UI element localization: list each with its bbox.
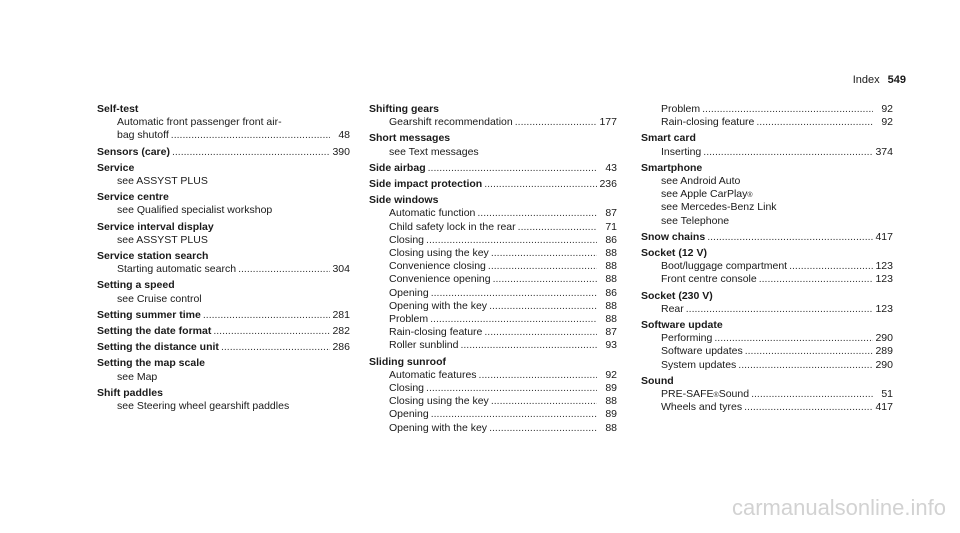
page-reference[interactable]: 87: [605, 326, 617, 339]
index-subentry: [641, 345, 893, 358]
index-subentry: [369, 146, 617, 159]
index-subentry: [369, 408, 617, 421]
index-subentry: [369, 247, 617, 260]
index-entry: [97, 250, 350, 276]
index-heading: [641, 319, 893, 332]
index-subentry: [97, 234, 350, 247]
index-term: Service centre: [97, 191, 169, 204]
index-subentry: [97, 371, 350, 384]
subentry-text: Closing using the key: [389, 247, 489, 260]
page-reference[interactable]: 290: [875, 332, 893, 345]
index-subentry: [369, 116, 617, 129]
index-heading: [369, 356, 617, 369]
index-heading: [97, 387, 350, 400]
page-reference[interactable]: 48: [338, 129, 350, 142]
index-subentry: [641, 201, 893, 214]
index-term: Service station search: [97, 250, 209, 263]
index-heading: [369, 178, 617, 191]
page-reference[interactable]: 123: [875, 273, 893, 286]
subentry-text: see Mercedes-Benz Link: [661, 201, 777, 214]
dot-leader: [221, 341, 330, 354]
index-heading: [97, 191, 350, 204]
index-entry: [641, 162, 893, 228]
subentry-text-tail: Sound: [718, 388, 750, 401]
index-entry: [97, 325, 350, 338]
index-subentry: [97, 175, 350, 188]
index-term: Sliding sunroof: [369, 355, 446, 368]
page-reference[interactable]: 89: [605, 408, 617, 421]
index-heading: [97, 309, 350, 322]
subentry-text: Front centre console: [661, 273, 757, 286]
subentry-text: see Android Auto: [661, 175, 741, 188]
index-subentry: [641, 332, 893, 345]
dot-leader: [491, 395, 597, 408]
page-reference[interactable]: 417: [875, 401, 893, 414]
index-entry: [641, 103, 893, 129]
subentry-text: Problem: [661, 103, 701, 115]
index-subentry: [369, 395, 617, 408]
index-entry: [97, 341, 350, 354]
index-subentry: [369, 313, 617, 326]
index-subentry: [641, 260, 893, 273]
index-term: Setting a speed: [97, 279, 175, 292]
index-term: Snow chains: [641, 230, 706, 243]
page-reference[interactable]: 43: [605, 161, 617, 174]
index-term: Socket (230 V): [641, 289, 713, 302]
index-entry: [641, 231, 893, 244]
subentry-text: Starting automatic search: [117, 263, 237, 276]
dot-leader: [484, 178, 597, 191]
page-reference[interactable]: 92: [605, 368, 617, 381]
watermark: carmanualsonline.info: [731, 495, 946, 520]
index-subentry: [641, 303, 893, 316]
dot-leader: [428, 162, 597, 175]
index-term: Side airbag: [369, 161, 426, 174]
index-term: Smart card: [641, 132, 696, 145]
page-reference[interactable]: 87: [605, 207, 617, 220]
dot-leader: [756, 116, 873, 129]
page-reference[interactable]: 177: [599, 116, 617, 129]
index-subentry: [641, 273, 893, 286]
index-entry: [369, 356, 617, 435]
index-subentry: [97, 293, 350, 306]
index-term: Software update: [641, 319, 723, 332]
index-subentry: PRE-SAFE ® Sound ..... 51: [641, 388, 893, 401]
index-entry: [369, 162, 617, 175]
index-subentry: [369, 287, 617, 300]
dot-leader: [702, 103, 873, 116]
subentry-text: Opening with the key: [389, 421, 488, 434]
index-entry: [369, 178, 617, 191]
page-reference[interactable]: 88: [605, 395, 617, 408]
index-term: Setting the distance unit: [97, 341, 219, 354]
subentry-text: see Text messages: [389, 145, 479, 158]
page-reference[interactable]: 92: [881, 103, 893, 115]
subentry-text: Automatic function: [389, 207, 476, 220]
index-entry: [641, 375, 893, 415]
index-entry: [97, 309, 350, 322]
subentry-text: Child safety lock in the rear: [389, 220, 516, 233]
index-subentry: [369, 339, 617, 352]
subentry-text: Closing: [389, 382, 425, 395]
subentry-text: Rear: [661, 302, 684, 315]
subentry-text: Performing: [661, 332, 713, 345]
index-subentry: [369, 326, 617, 339]
subentry-text: Convenience opening: [389, 273, 491, 286]
dot-leader: [744, 401, 873, 414]
page-reference[interactable]: 88: [605, 260, 617, 273]
subentry-text: PRE-SAFE: [661, 388, 714, 401]
index-heading: [97, 221, 350, 234]
index-term: Shift paddles: [97, 386, 163, 399]
dot-leader: [431, 287, 597, 300]
subentry-text: Boot/luggage compartment: [661, 260, 788, 273]
index-entry: [641, 132, 893, 158]
page-number: 549: [887, 74, 906, 86]
dot-leader: [491, 247, 597, 260]
index-subentry: [641, 215, 893, 228]
index-subentry: [97, 116, 350, 129]
index-heading: [369, 132, 617, 145]
subentry-text: Inserting: [661, 145, 702, 158]
subentry-text: Automatic front passenger front air-: [117, 116, 282, 129]
index-subentry: [369, 234, 617, 247]
index-term: Sound: [641, 374, 674, 387]
dot-leader: [759, 273, 873, 286]
index-subentry: [369, 260, 617, 273]
page-reference[interactable]: 86: [605, 233, 617, 246]
subentry-text: see ASSYST PLUS: [117, 175, 208, 188]
dot-leader: [426, 382, 597, 395]
index-heading: [641, 231, 893, 244]
subentry-text: Software updates: [661, 345, 743, 358]
page-reference[interactable]: 51: [881, 388, 893, 401]
subentry-text: bag shutoff: [117, 129, 169, 142]
index-subentry: [369, 273, 617, 286]
index-subentry: [641, 175, 893, 188]
dot-leader: [703, 146, 873, 159]
dot-leader: [203, 309, 330, 322]
index-term: Side windows: [369, 194, 439, 207]
index-entry: [97, 103, 350, 143]
dot-leader: [488, 260, 597, 273]
page-reference[interactable]: 123: [875, 260, 893, 273]
index-subentry: [369, 300, 617, 313]
index-subentry: see Apple CarPlay ®: [661, 188, 753, 201]
index-subentry: [369, 382, 617, 395]
index-subentry: [369, 221, 617, 234]
dot-leader: [426, 234, 597, 247]
dot-leader: [172, 146, 330, 159]
page-reference[interactable]: 86: [605, 286, 617, 299]
index-entry: [369, 132, 617, 158]
dot-leader: [460, 339, 597, 352]
page-reference[interactable]: 88: [605, 421, 617, 434]
subentry-text: Roller sunblind: [389, 339, 459, 352]
index-heading: [369, 194, 617, 207]
page-reference[interactable]: 123: [875, 302, 893, 315]
index-term: Smartphone: [641, 161, 703, 174]
index-heading: [97, 341, 350, 354]
index-entry: [369, 194, 617, 352]
index-subentry: [369, 369, 617, 382]
subentry-text: see Qualified specialist workshop: [117, 204, 273, 217]
dot-leader: [707, 231, 873, 244]
dot-leader: [714, 332, 873, 345]
subentry-text: Convenience closing: [389, 260, 486, 273]
index-entry: [97, 357, 350, 383]
subentry-text: Gearshift recommendation: [389, 116, 513, 129]
index-column: [641, 103, 893, 417]
page-reference[interactable]: 93: [605, 339, 617, 352]
page-reference[interactable]: 417: [875, 230, 893, 243]
section-name: Index: [852, 74, 880, 86]
index-term: Setting the map scale: [97, 357, 205, 370]
index-heading: [97, 162, 350, 175]
index-subentry: [641, 401, 893, 414]
subentry-text: see Apple CarPlay: [661, 188, 748, 201]
subentry-text: System updates: [661, 358, 737, 371]
index-term: Service: [97, 161, 135, 174]
index-entry: [97, 162, 350, 188]
index-heading: [97, 279, 350, 292]
page-reference[interactable]: 286: [332, 341, 350, 354]
index-entry: [641, 247, 893, 287]
page-header: [853, 73, 906, 87]
page-reference[interactable]: 88: [605, 273, 617, 286]
subentry-text: Wheels and tyres: [661, 401, 743, 414]
page-reference[interactable]: 281: [332, 308, 350, 321]
index-subentry: [97, 263, 350, 276]
index-heading: [641, 290, 893, 303]
page-reference[interactable]: 88: [605, 247, 617, 260]
page-reference[interactable]: 71: [605, 220, 617, 233]
page-reference[interactable]: 304: [332, 263, 350, 276]
index-heading: [97, 146, 350, 159]
index-subentry: [97, 204, 350, 217]
subentry-text: Automatic features: [389, 368, 477, 381]
index-heading: [97, 250, 350, 263]
subentry-text: Problem: [389, 313, 429, 326]
index-heading: [97, 325, 350, 338]
page-reference[interactable]: 374: [875, 145, 893, 158]
index-entry: [641, 319, 893, 372]
index-heading: [97, 103, 350, 116]
page-reference[interactable]: 290: [875, 358, 893, 371]
subentry-text: Rain-closing feature: [389, 326, 483, 339]
index-subentry: [97, 129, 350, 142]
index-subentry: [97, 400, 350, 413]
index-term: Setting the date format: [97, 325, 212, 338]
subentry-text: see Telephone: [661, 214, 730, 227]
index-term: Sensors (care): [97, 145, 170, 158]
index-heading: [641, 132, 893, 145]
index-entry: [369, 103, 617, 129]
page-reference[interactable]: 390: [332, 145, 350, 158]
index-entry: [97, 146, 350, 159]
dot-leader: [477, 207, 597, 220]
subentry-text: Opening: [389, 408, 429, 421]
index-heading: [641, 162, 893, 175]
page-reference[interactable]: 282: [332, 325, 350, 338]
index-subentry: [641, 359, 893, 372]
dot-leader: [751, 388, 873, 401]
page-reference[interactable]: 289: [875, 345, 893, 358]
index-subentry: [641, 146, 893, 159]
dot-leader: [238, 263, 330, 276]
index-term: Short messages: [369, 132, 451, 145]
dot-leader: [518, 221, 597, 234]
dot-leader: [431, 408, 597, 421]
index-term: Socket (12 V): [641, 247, 707, 260]
index-term: Side impact protection: [369, 178, 483, 191]
index-subentry: [641, 116, 893, 129]
page-reference[interactable]: 88: [605, 313, 617, 326]
page-reference[interactable]: 89: [605, 382, 617, 395]
index-heading: [369, 103, 617, 116]
index-term: Self-test: [97, 103, 139, 115]
index-entry: [97, 387, 350, 413]
page-reference[interactable]: 92: [881, 116, 893, 129]
dot-leader: [484, 326, 597, 339]
index-heading: [369, 162, 617, 175]
index-heading: [641, 375, 893, 388]
subentry-text: Opening with the key: [389, 299, 488, 312]
dot-leader: [171, 129, 330, 142]
index-heading: [97, 357, 350, 370]
dot-leader: [213, 325, 330, 338]
page-reference[interactable]: 236: [599, 178, 617, 191]
page-reference[interactable]: 88: [605, 299, 617, 312]
dot-leader: [489, 422, 597, 435]
index-column: [369, 103, 617, 438]
subentry-text: see Cruise control: [117, 292, 202, 305]
index-entry: [97, 191, 350, 217]
subentry-text: see ASSYST PLUS: [117, 233, 208, 246]
subentry-text: see Steering wheel gearshift paddles: [117, 400, 290, 413]
dot-leader: [430, 313, 597, 326]
index-term: Service interval display: [97, 220, 214, 233]
index-subentry: [369, 422, 617, 435]
subentry-text: Rain-closing feature: [661, 116, 755, 129]
index-entry: [97, 279, 350, 305]
dot-leader: [745, 345, 873, 358]
subentry-text: Closing using the key: [389, 395, 489, 408]
dot-leader: [515, 116, 597, 129]
index-heading: [641, 247, 893, 260]
subentry-text: Opening: [389, 286, 429, 299]
index-subentry: [369, 207, 617, 220]
dot-leader: [489, 300, 597, 313]
index-subentry: [641, 103, 893, 116]
index-term: Setting summer time: [97, 308, 201, 321]
dot-leader: [738, 359, 873, 372]
dot-leader: [789, 260, 873, 273]
subentry-text: see Map: [117, 370, 158, 383]
index-column: [97, 103, 350, 416]
dot-leader: [686, 303, 873, 316]
dot-leader: [493, 273, 597, 286]
subentry-text: Closing: [389, 233, 425, 246]
index-term: Shifting gears: [369, 103, 440, 115]
index-entry: [641, 290, 893, 316]
dot-leader: [479, 369, 597, 382]
index-entry: [97, 221, 350, 247]
